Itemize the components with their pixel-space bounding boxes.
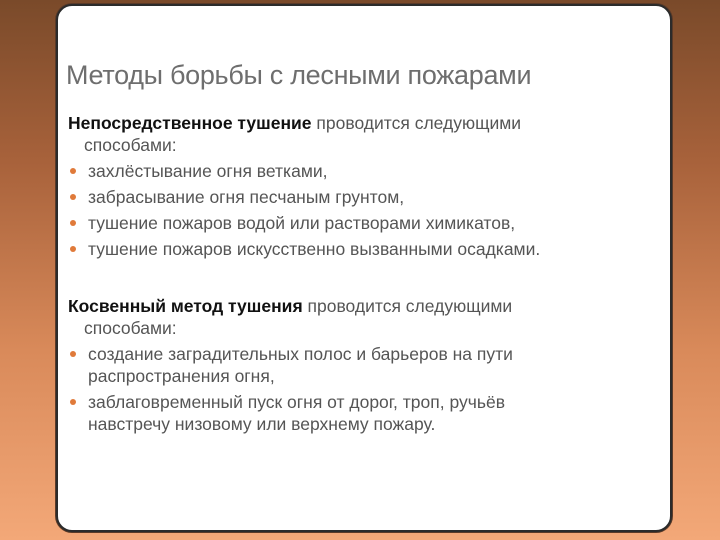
list-item-text: тушение пожаров искусственно вызванными осадками. [88, 239, 541, 259]
bullet-dot-icon [70, 194, 76, 200]
indirect-method-list [68, 343, 568, 435]
list-item-text-cont: распространения огня, [88, 366, 275, 386]
direct-method-intro [68, 112, 568, 156]
direct-method-list [68, 160, 568, 260]
direct-method-heading: Непосредственное тушение [68, 113, 312, 133]
indirect-method-section [68, 295, 568, 439]
bullet-dot-icon [70, 220, 76, 226]
list-item [68, 391, 568, 435]
list-item-text: захлёстывание огня ветками, [88, 161, 328, 181]
list-item [68, 160, 568, 182]
indirect-method-intro-text: проводится следующими [302, 296, 513, 316]
list-item-text: тушение пожаров водой или растворами химикатов, [88, 213, 516, 233]
list-item [68, 343, 568, 387]
list-item-text: создание заградительных полос и барьеров на пути [88, 344, 513, 364]
list-item-text-cont: навстречу низовому или верхнему пожару. [88, 414, 436, 434]
direct-method-intro-text: проводится следующими [311, 113, 522, 133]
bullet-dot-icon [70, 246, 76, 252]
list-item-text: заблаговременный пуск огня от дорог, троп, ручьёв [88, 392, 505, 412]
indirect-method-intro [68, 295, 568, 339]
list-item [68, 238, 568, 260]
list-item [68, 186, 568, 208]
slide-title: Методы борьбы с лесными пожарами [66, 60, 532, 90]
indirect-method-heading: Косвенный метод тушения [68, 296, 303, 316]
direct-method-section [68, 112, 568, 264]
bullet-dot-icon [70, 399, 76, 405]
list-item [68, 212, 568, 234]
direct-method-intro-cont: способами: [84, 135, 177, 155]
indirect-method-intro-cont: способами: [84, 318, 177, 338]
list-item-text: забрасывание огня песчаным грунтом, [88, 187, 405, 207]
bullet-dot-icon [70, 168, 76, 174]
bullet-dot-icon [70, 351, 76, 357]
